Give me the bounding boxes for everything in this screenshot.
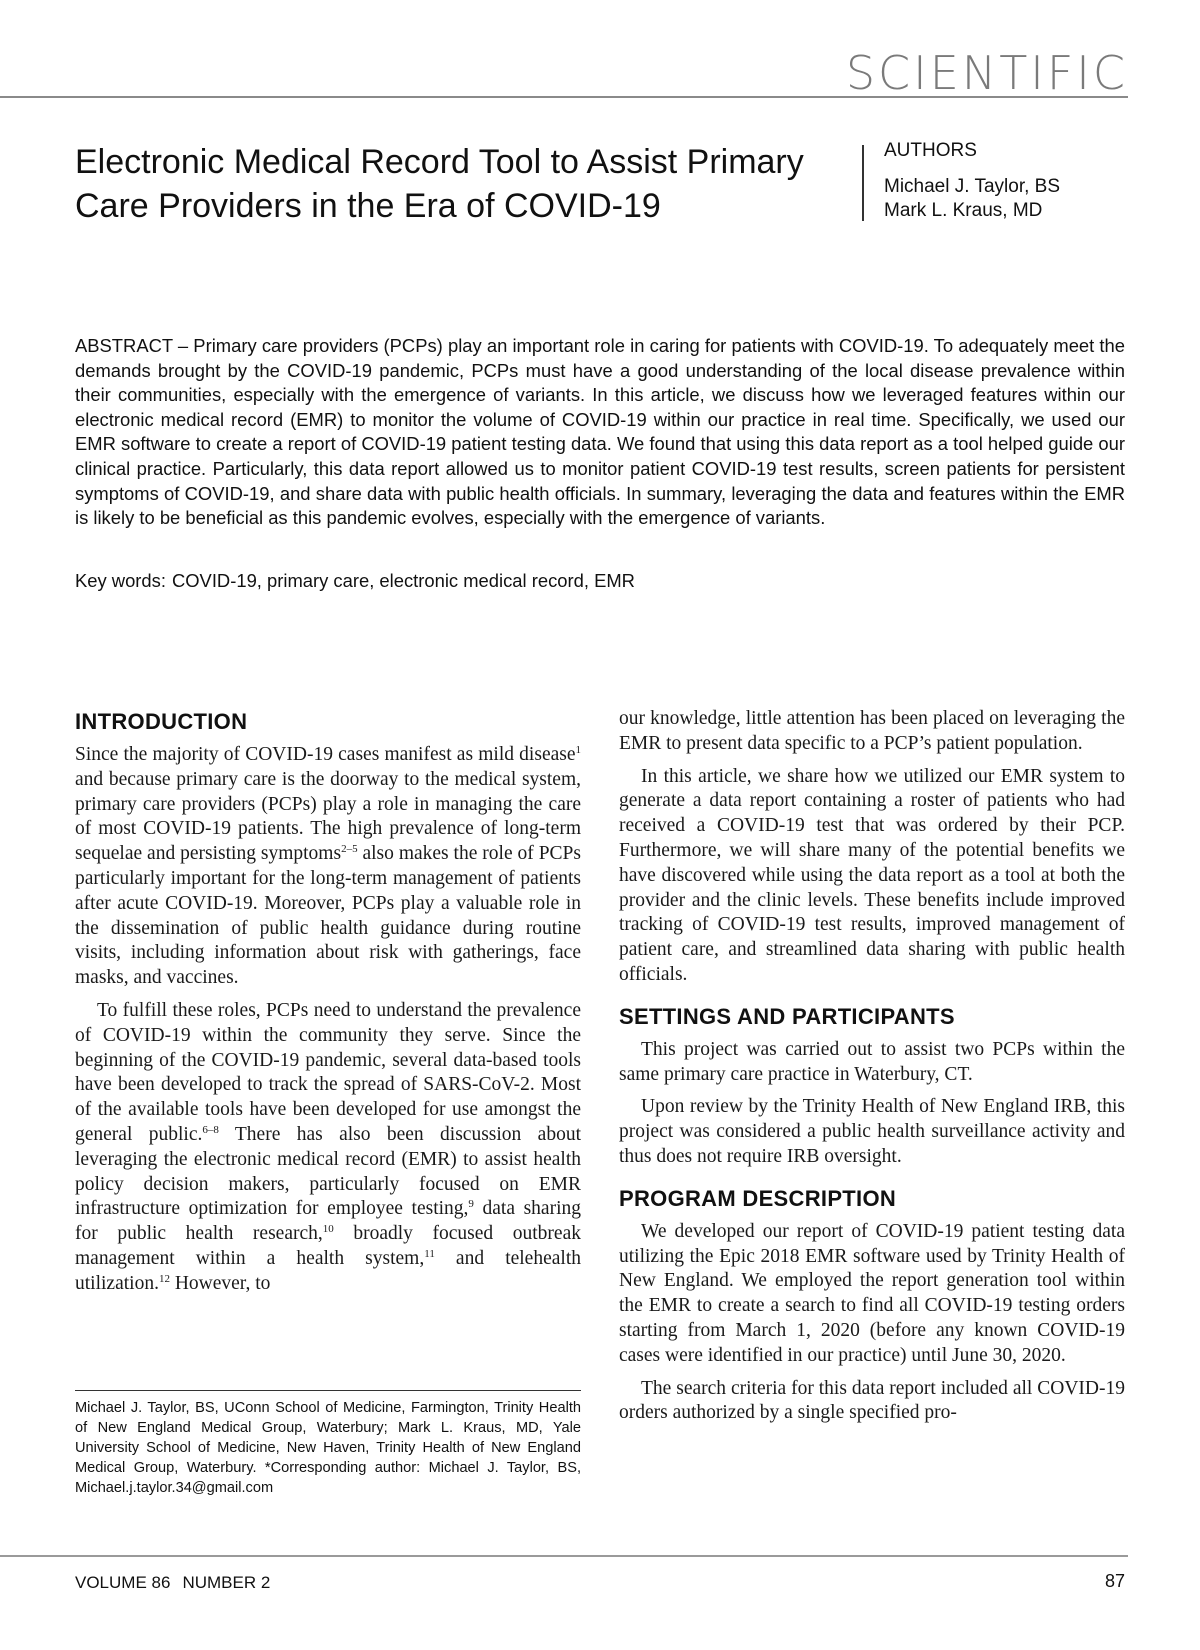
left-column (75, 707, 581, 1305)
citation: 2–5 (341, 843, 358, 856)
program-paragraph: The search criteria for this data report included all COVID-19 orders authorized by a single specified pro- (619, 1377, 1125, 1424)
settings-paragraph: This project was carried out to assist two PCPs within the same primary care practice in Waterbury, CT. (619, 1038, 1125, 1085)
right-column (619, 707, 1125, 1434)
introduction-paragraph: our knowledge, little attention has been placed on leveraging the EMR to present data specific to a PCP’s patient population. (619, 708, 1125, 754)
author-list (884, 175, 1060, 223)
introduction-paragraph: To fulfill these roles, PCPs need to understand the prevalence of COVID-19 within the community they serve. Since the beginning of the COVID-19 pandemic, several data-based tools have been developed to track the spread of SARS-CoV-2. Most of the available tools have been developed for use amongst the general public.$^{6-8}$ There has also been discussion about leveraging the electronic medical record (EMR) to assist health policy decision makers, particularly focused on EMR infrastructure optimization for employee testing,$^9$ data sharing for public health research,$^{10}$ broadly focused outbreak management within a health system,$^{11}$ and telehealth utilization.$^{12}$ However, to (75, 999, 581, 1294)
settings-paragraph: Upon review by the Trinity Health of New England IRB, this project was considered a public health surveillance activity and thus does not require IRB oversight. (619, 1096, 1125, 1167)
citation: 10 (322, 1223, 334, 1236)
citation: 9 (468, 1198, 474, 1211)
authors-heading: AUTHORS (884, 140, 977, 161)
citation: 1 (575, 744, 581, 756)
program-heading: PROGRAM DESCRIPTION (619, 1185, 897, 1211)
author-name: Michael J. Taylor, BS (884, 176, 1061, 197)
article-title: Electronic Medical Record Tool to Assist Primary Care Providers in the Era of COVID-19 (75, 143, 804, 225)
page-number: 87 (1104, 1571, 1125, 1591)
volume-label: VOLUME 86 (75, 1573, 171, 1592)
footnote: Michael J. Taylor, BS, UConn School of Medicine, Farmington, Trinity Health of New England Medical Group, Waterbury; Mark L. Kraus, MD, Yale University School of Medicine, New Haven, Trinity Health of New England Medical Group, Waterbury. *Corresponding author: Michael J. Taylor, BS, Michael.j.taylor.34@gmail.com (75, 1400, 581, 1496)
author-name: Mark L. Kraus, MD (884, 200, 1043, 221)
introduction-heading: INTRODUCTION (75, 709, 248, 734)
citation: 6–8 (202, 1123, 219, 1136)
top-rule (0, 96, 1128, 98)
keywords-label: Key words: (75, 570, 166, 591)
abstract: ABSTRACT – Primary care providers (PCPs) play an important role in caring for patients with COVID-19. To adequately meet the demands brought by the COVID-19 pandemic, PCPs must have a good understanding of the local disease prevalence within their communities, especially with the emergence of variants. In this article, we discuss how we leveraged features within our electronic medical record (EMR) to monitor the volume of COVID-19 within our practice in real time. Specifically, we used our EMR software to create a report of COVID-19 patient testing data. We found that using this data report as a tool helped guide our clinical practice. Particularly, this data report allowed us to monitor patient COVID-19 test results, screen patients for persistent symptoms of COVID-19, and share data with public health officials. In summary, leveraging the data and features within the EMR is likely to be beneficial as this pandemic evolves, especially with the emergence of variants. (75, 335, 1125, 529)
authors-box (862, 140, 1061, 221)
journal-issue (75, 1573, 270, 1593)
section-label: SCIENTIFIC (845, 46, 1128, 100)
footnote-rule (75, 1390, 581, 1391)
introduction-paragraph: In this article, we share how we utilized our EMR system to generate a data report containing a roster of patients who had received a COVID-19 test that was ordered by their PCP. Furthermore, we will share many of the potential benefits we have discovered while using the data report as a tool at both the provider and the clinic levels. These benefits include improved tracking of COVID-19 test results, improved management of patient care, and streamlined data sharing with public health officials. (619, 765, 1125, 985)
citation: 11 (424, 1247, 435, 1260)
introduction-paragraph: Since the majority of COVID-19 cases manifest as mild disease$^1$ and because primary care is the doorway to the medical system, primary care providers (PCPs) play a role in managing the care of most COVID-19 patients. The high prevalence of long-term sequelae and persisting symptoms$^{2-5}$ also makes the role of PCPs particularly important for the long-term management of patients after acute COVID-19. Moreover, PCPs play a valuable role in the dissemination of public health guidance during routine visits, including information about risk with gatherings, face masks, and vaccines. (75, 744, 581, 989)
citation: 12 (158, 1272, 170, 1285)
settings-heading: SETTINGS AND PARTICIPANTS (619, 1003, 955, 1029)
number-label: NUMBER 2 (182, 1573, 271, 1592)
keywords (75, 569, 635, 593)
program-paragraph: We developed our report of COVID-19 patient testing data utilizing the Epic 2018 EMR software used by Trinity Health of New England. We employed the report generation tool within the EMR to create a search to find all COVID-19 testing orders starting from March 1, 2020 (before any known COVID-19 cases were identified in our practice) until June 30, 2020. (619, 1220, 1125, 1366)
bottom-rule (0, 1555, 1128, 1557)
keywords-list: COVID-19, primary care, electronic medical record, EMR (171, 570, 635, 591)
